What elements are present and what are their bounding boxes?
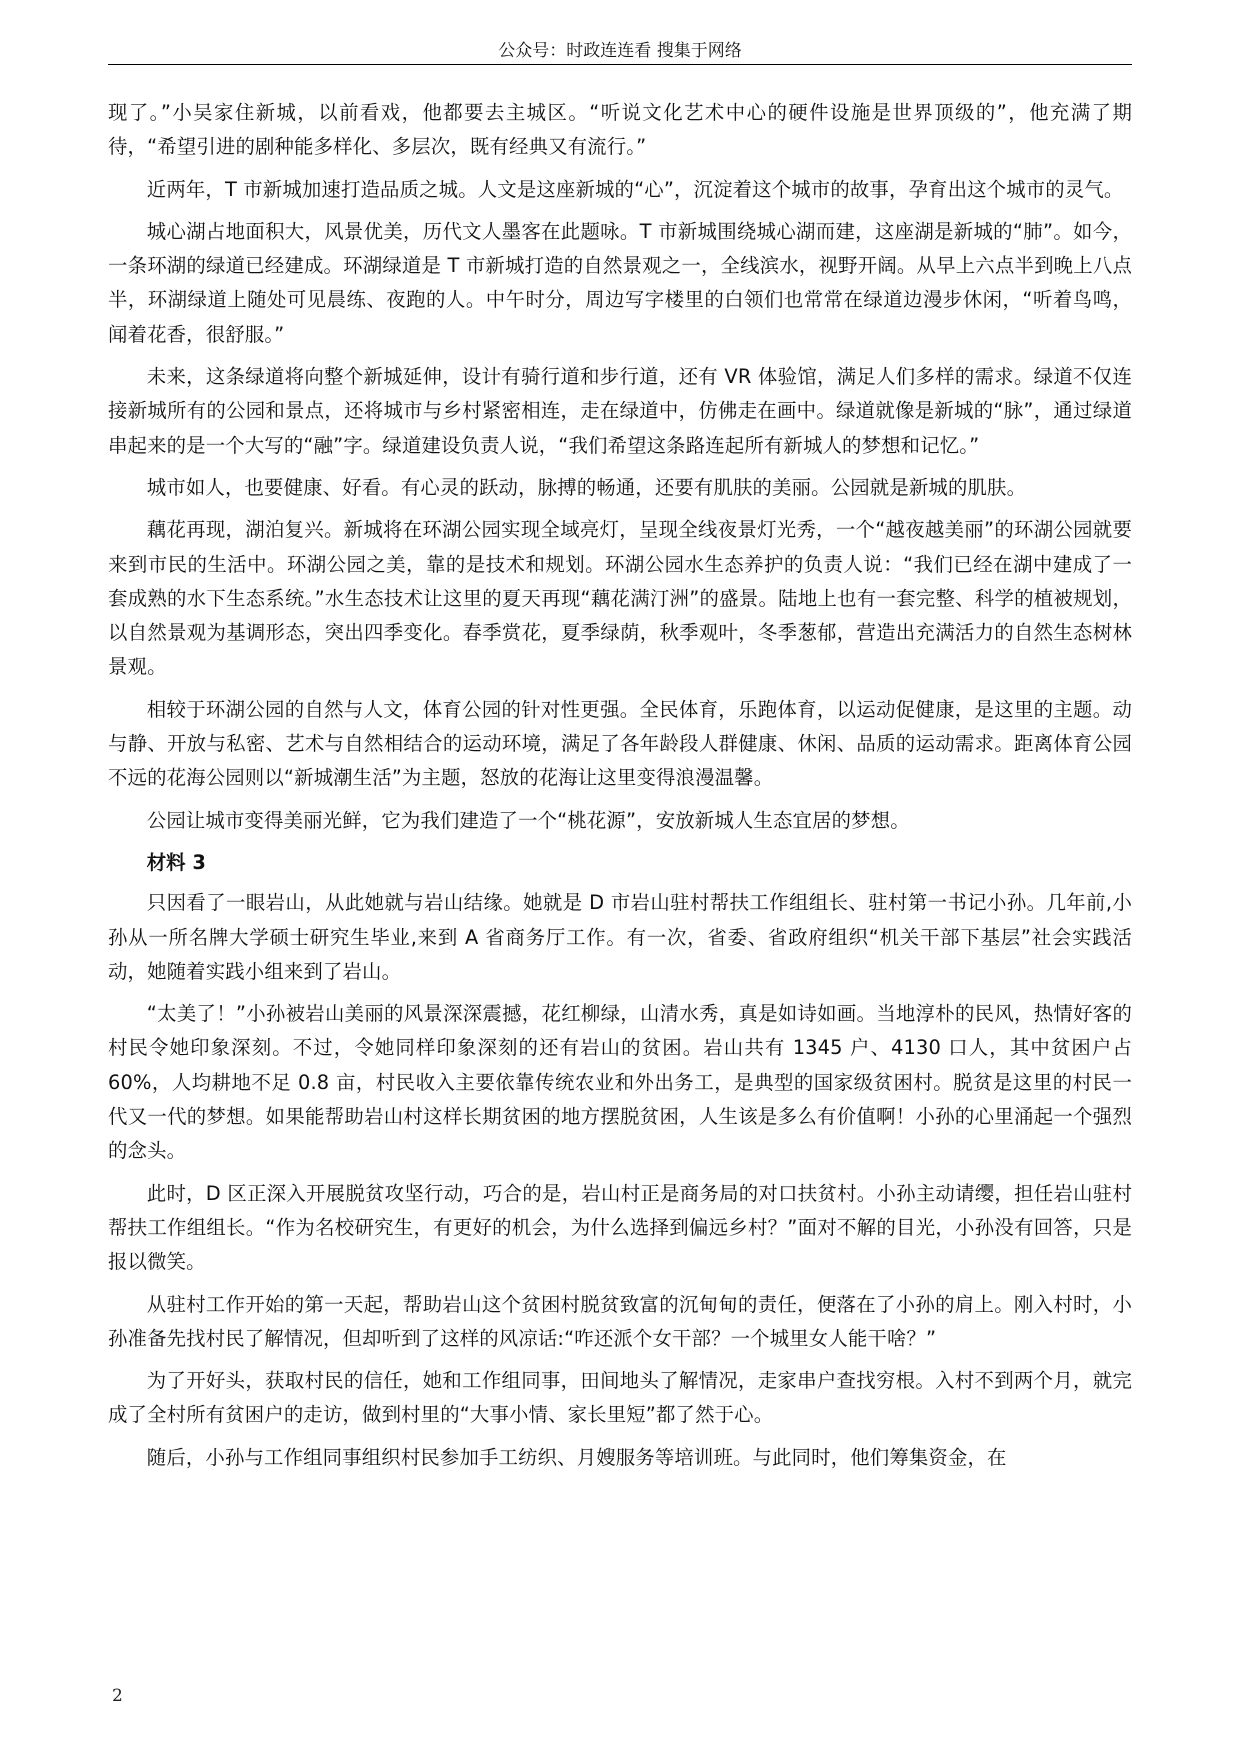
page-number: 2 (112, 1686, 123, 1706)
paragraph: 城市如人，也要健康、好看。有心灵的跃动，脉搏的畅通，还要有肌肤的美丽。公园就是新城的肌肤。 (146, 475, 1027, 499)
paragraph: 城心湖占地面积大，风景优美，历代文人墨客在此题咏。T 市新城围绕城心湖而建，这座湖是新城的“肺”。如今，一条环湖的绿道已经建成。环湖绿道是 T 市新城打造的自然景观之一，全线滨水，视野开阔。从早上六点半到晚上八点半，环湖绿道上随处可见晨练、夜跑的人。中午时分，周边写字楼里的白领们也常常在绿道边漫步休闲，“听着鸟鸣，闻着花香，很舒服。” (108, 219, 1132, 346)
paragraph: 只因看了一眼岩山，从此她就与岩山结缘。她就是 D 市岩山驻村帮扶工作组组长、驻村第一书记小孙。几年前,小孙从一所名牌大学硕士研究生毕业,来到 A 省商务厅工作。有一次，省委、省政府组织“机关干部下基层”社会实践活动，她随着实践小组来到了岩山。 (108, 891, 1132, 983)
paragraph: 未来，这条绿道将向整个新城延伸，设计有骑行道和步行道，还有 VR 体验馆，满足人们多样的需求。绿道不仅连接新城所有的公园和景点，还将城市与乡村紧密相连，走在绿道中，仿佛走在画中。绿道就像是新城的“脉”，通过绿道串起来的是一个大写的“融”字。绿道建设负责人说，“我们希望这条路连起所有新城人的梦想和记忆。” (108, 365, 1132, 457)
document-body (108, 96, 1132, 1483)
paragraph: 相较于环湖公园的自然与人文，体育公园的针对性更强。全民体育，乐跑体育，以运动促健康，是这里的主题。动与静、开放与私密、艺术与自然相结合的运动环境，满足了各年龄段人群健康、休闲、品质的运动需求。距离体育公园不远的花海公园则以“新城潮生活”为主题，怒放的花海让这里变得浪漫温馨。 (108, 697, 1132, 790)
paragraph: 随后，小孙与工作组同事组织村民参加手工纺织、月嫂服务等培训班。与此同时，他们筹集资金，在 (146, 1445, 1007, 1469)
section-heading: 材料 3 (146, 850, 206, 874)
paragraph: 公园让城市变得美丽光鲜，它为我们建造了一个“桃花源”，安放新城人生态宜居的梦想。 (146, 808, 910, 832)
page-header: 公众号：时政连连看 搜集于网络 (498, 41, 742, 61)
paragraph: “太美了！”小孙被岩山美丽的风景深深震撼，花红柳绿，山清水秀，真是如诗如画。当地淳朴的民风，热情好客的村民令她印象深刻。不过，令她同样印象深刻的还有岩山的贫困。岩山共有 1345 户、4130 口人，其中贫困户占 60%，人均耕地不足 0.8 亩，村民收入主要依靠传统农业和外出务工，是典型的国家级贫困村。脱贫是这里的村民一代又一代的梦想。如果能帮助岩山村这样长期贫困的地方摆脱贫困，人生该是多么有价值啊！小孙的心里涌起一个强烈的念头。 (108, 1002, 1132, 1163)
paragraph: 为了开好头，获取村民的信任，她和工作组同事，田间地头了解情况，走家串户查找穷根。入村不到两个月，就完成了全村所有贫困户的走访，做到村里的“大事小情、家长里短”都了然于心。 (108, 1369, 1132, 1427)
paragraph: 此时，D 区正深入开展脱贫攻坚行动，巧合的是，岩山村正是商务局的对口扶贫村。小孙主动请缨，担任岩山驻村帮扶工作组组长。“作为名校研究生，有更好的机会，为什么选择到偏远乡村？”面对不解的目光，小孙没有回答，只是报以微笑。 (108, 1181, 1132, 1274)
paragraph: 近两年，T 市新城加速打造品质之城。人文是这座新城的“心”，沉淀着这个城市的故事，孕育出这个城市的灵气。 (146, 177, 1124, 201)
header-divider (108, 64, 1132, 65)
paragraph: 藕花再现，湖泊复兴。新城将在环湖公园实现全域亮灯，呈现全线夜景灯光秀，一个“越夜越美丽”的环湖公园就要来到市民的生活中。环湖公园之美，靠的是技术和规划。环湖公园水生态养护的负责人说：“我们已经在湖中建成了一套成熟的水下生态系统。”水生态技术让这里的夏天再现“藕花满汀洲”的盛景。陆地上也有一套完整、科学的植被规划，以自然景观为基调形态，突出四季变化。春季赏花，夏季绿荫，秋季观叶，冬季葱郁，营造出充满活力的自然生态树林景观。 (108, 518, 1132, 679)
paragraph: 现了。”小吴家住新城，以前看戏，他都要去主城区。“听说文化艺术中心的硬件设施是世界顶级的”，他充满了期待，“希望引进的剧种能多样化、多层次，既有经典又有流行。” (108, 101, 1132, 159)
paragraph: 从驻村工作开始的第一天起，帮助岩山这个贫困村脱贫致富的沉甸甸的责任，便落在了小孙的肩上。刚入村时，小孙准备先找村民了解情况，但却听到了这样的风凉话:“咋还派个女干部？一个城里女人能干啥？” (108, 1292, 1132, 1350)
